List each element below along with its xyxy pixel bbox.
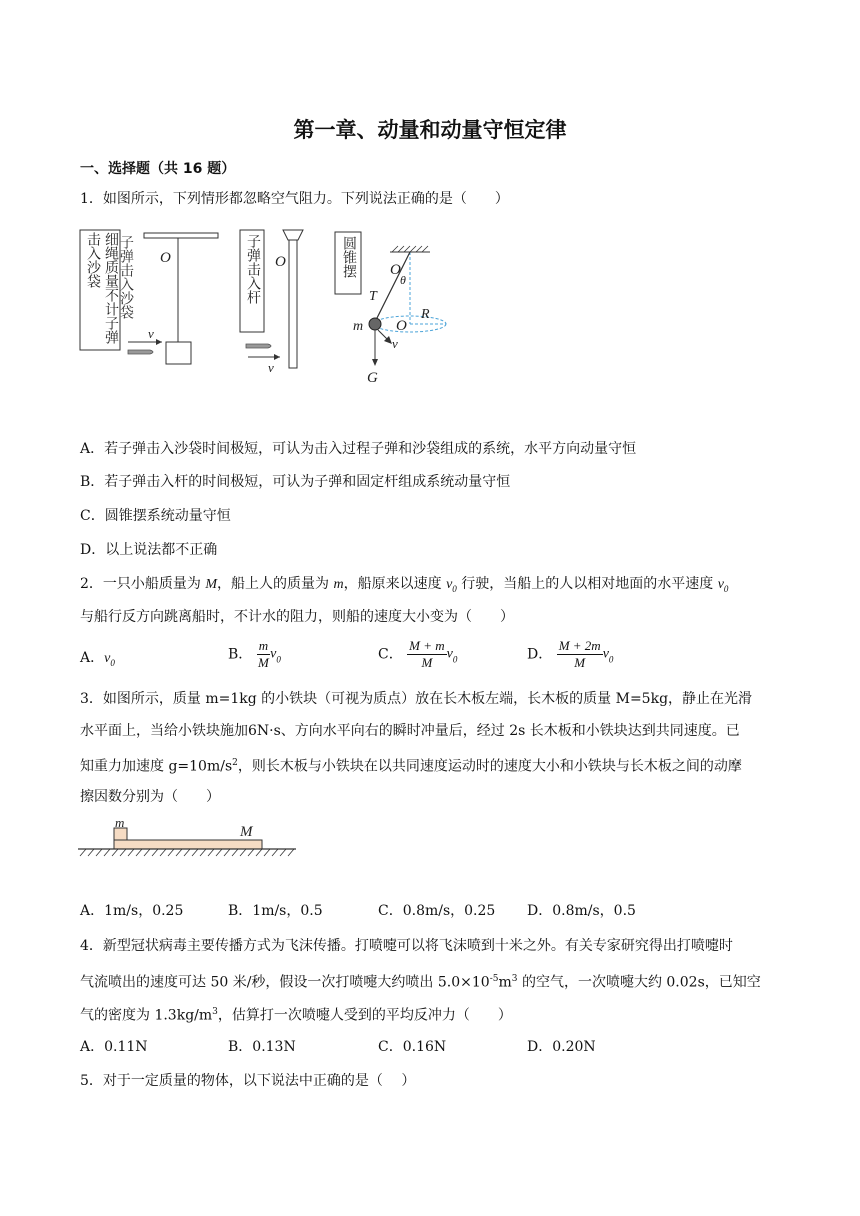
label-T: T [369,289,377,304]
q4-option-a: A．0.11N [80,1039,148,1055]
bullet-1 [128,350,153,354]
label-O1: O [160,250,171,266]
q3-figure [78,815,300,860]
q4-line3: 气的密度为 $1.3kg/m^3$，估算打一次喷嚏人受到的平均反冲力（ ） [80,1007,512,1024]
rod-caption-text: 子弹击入杆 [245,234,261,304]
label-v3: v [392,336,398,351]
sandbag-caption: 子弹击入沙袋 [49,235,133,250]
sandbag-caption-text: 细绳质量不计子弹击入沙袋 [85,232,119,344]
q2-option-c: C． $\frac{M + m}{M}$ $v_0$ [378,638,458,670]
q2-line2: 与船行反方向跳离船时，不计水的阻力，则船的速度大小变为（ ） [80,609,514,625]
q3-option-a: A．1m/s，0.25 [80,903,184,919]
label-G: G [367,370,378,386]
q2-line1: 2．一只小船质量为 M，船上人的质量为 m，船原来以速度 $v_0$ 行驶，当船上的人以相对地面的水平速度 $v_0$ [80,576,729,594]
rod-mount [283,230,303,240]
q5-stem: 5．对于一定质量的物体，以下说法中正确的是（ ） [80,1073,416,1089]
label-O3: O [390,262,401,278]
q4-line2: 气流喷出的速度可达 50 米/秒，假设一次打喷嚏大约喷出 $5.0\times 10^{-5}m^3$ 的空气，一次喷嚏大约 0.02s，已知空 [80,974,761,991]
q3-line1: 3．如图所示，质量 m=1kg 的小铁块（可视为质点）放在长木板左端，长木板的质量 M=5kg，静止在光滑 [80,691,753,707]
label-v2: v [268,360,274,375]
label-m-block: m [115,815,125,830]
q1-option-c: C．圆锥摆系统动量守恒 [80,508,231,524]
label-M-board: M [240,824,253,840]
q2-option-a: A．$v_0$ [80,650,115,668]
rod [289,240,297,368]
q3-option-c: C．0.8m/s，0.25 [378,903,496,919]
q3-option-d: D．0.8m/s，0.5 [527,903,636,919]
q3-line2: 水平面上，当给小铁块施加6N·s、方向水平向右的瞬时冲量后，经过 2s 长木板和小铁块达到共同速度。已 [80,723,740,739]
page-title: 第一章、动量和动量守恒定律 [293,118,567,142]
ground-hatching [80,849,294,856]
q3-line4: 擦因数分别为（ ） [80,789,220,805]
q4-option-c: C．0.16N [378,1039,447,1055]
q1-option-d: D．以上说法都不正确 [80,542,218,558]
label-R: R [421,307,430,322]
q3-option-b: B．1m/s，0.5 [228,903,323,919]
bullet-2 [246,344,271,348]
q1-stem: 1．如图所示，下列情形都忽略空气阻力。下列说法正确的是（ ） [80,191,509,207]
q1-option-a: A．若子弹击入沙袋时间极短，可认为击入过程子弹和沙袋组成的系统，水平方向动量守恒 [80,441,637,457]
label-v1: v [148,326,154,341]
label-theta: θ [400,273,406,287]
q4-option-b: B．0.13N [228,1039,296,1055]
ceiling-bar [144,233,218,238]
label-O2: O [275,254,286,270]
q1-option-b: B．若子弹击入杆的时间极短，可认为子弹和固定杆组成系统动量守恒 [80,474,511,490]
q3-line3: 知重力加速度 $g=10m/s^2$，则长木板与小铁块在以共同速度运动时的速度大小和小铁块与长木板之间的动摩 [80,758,742,775]
long-board [114,840,262,849]
q2-option-d: D． $\frac{M + 2m}{M}$ $v_0$ [527,638,614,670]
pendulum-bob [369,318,381,330]
pendulum-caption-text: 圆锥摆 [341,236,357,278]
sandbag [166,342,191,364]
section-heading: 一、选择题（共 16 题） [80,161,236,177]
label-O4: O [396,318,407,334]
q4-line1: 4．新型冠状病毒主要传播方式为飞沫传播。打喷嚏可以将飞沫喷到十米之外。有关专家研究得出打喷嚏时 [80,938,733,954]
q2-option-b: B． $\frac{m}{M}$ $v_0$ [228,638,281,670]
q1-figure [49,224,458,394]
q4-option-d: D．0.20N [527,1039,596,1055]
label-m: m [353,319,364,334]
